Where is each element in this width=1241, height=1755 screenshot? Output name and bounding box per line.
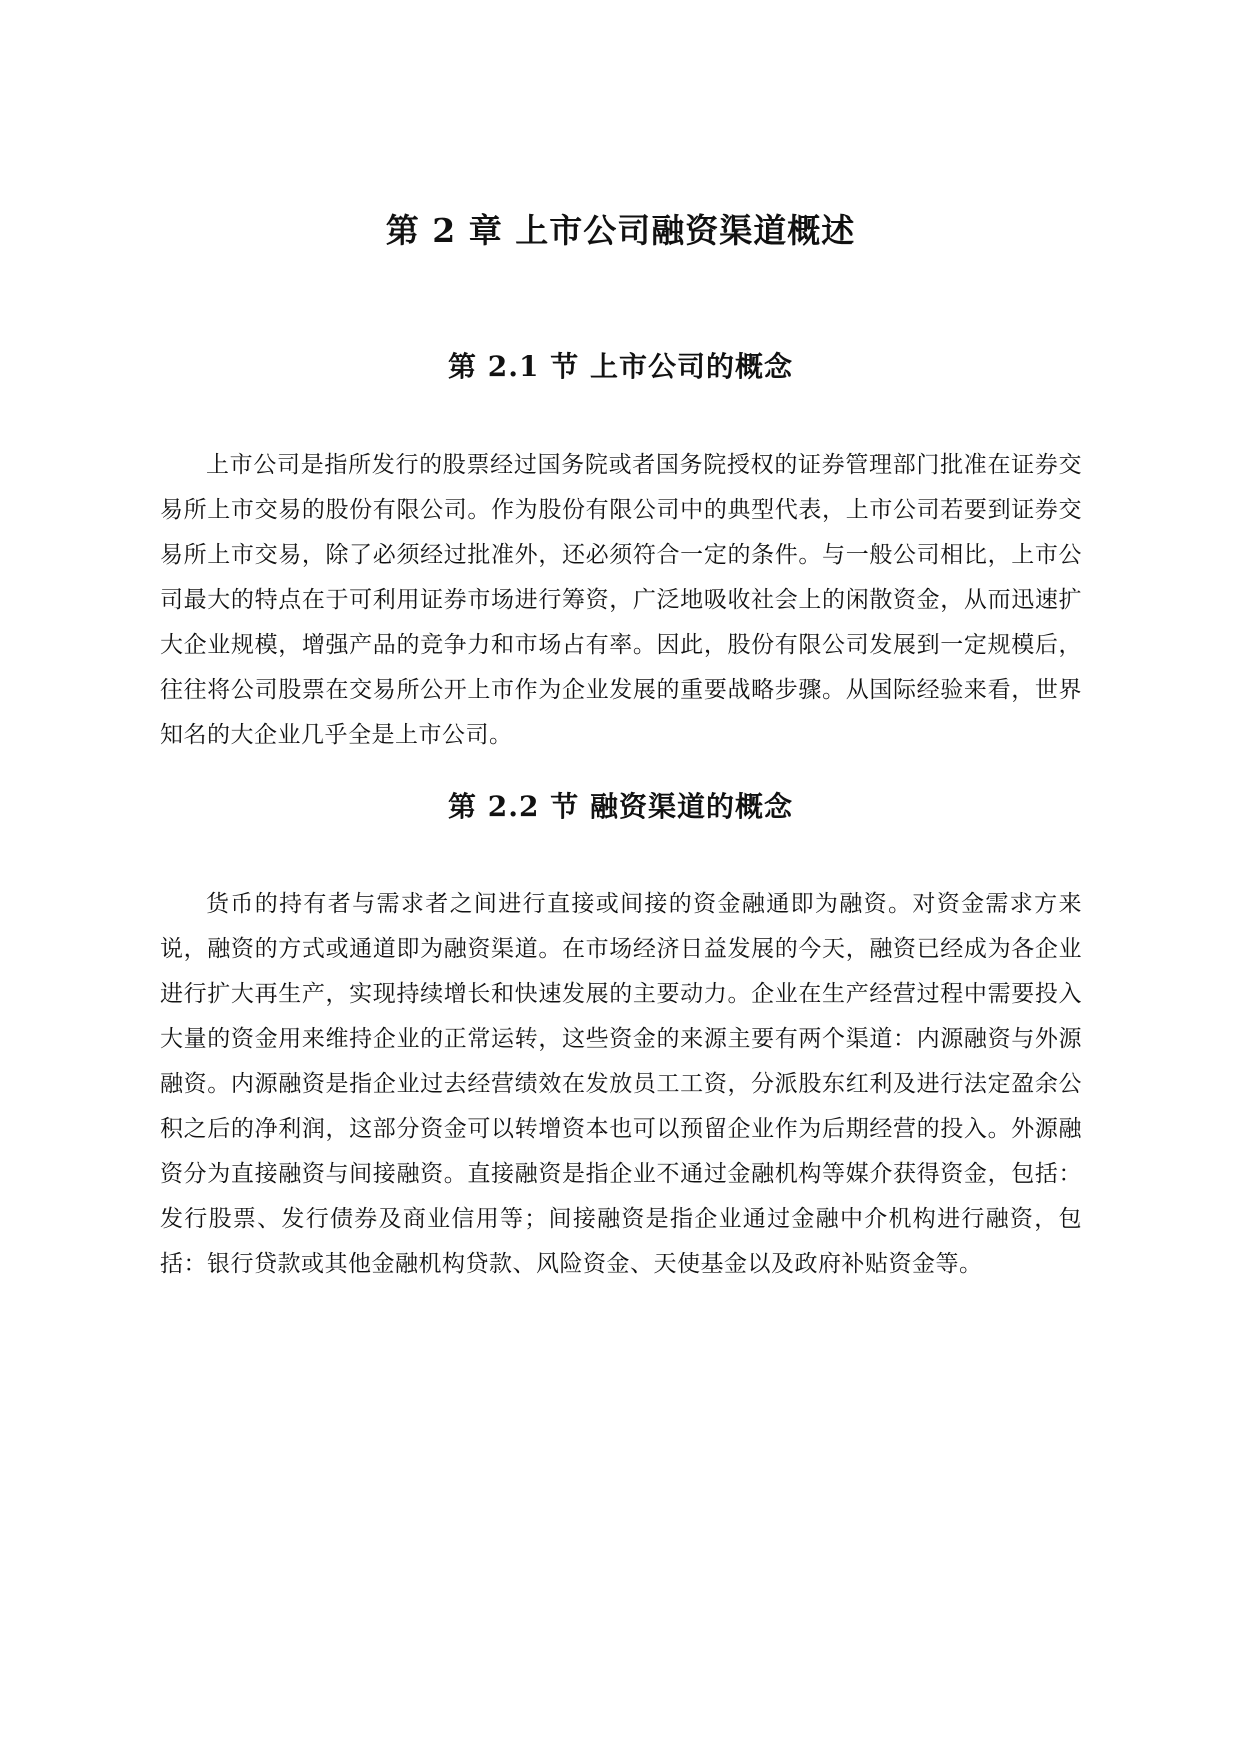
section-title-2-2: 第 2.2 节 融资渠道的概念 [448, 790, 793, 823]
chapter-title: 第 2 章 上市公司融资渠道概述 [385, 211, 856, 250]
section-paragraph-2-1: 上市公司是指所发行的股票经过国务院或者国务院授权的证券管理部门批准在证券交易所上市交易的股份有限公司。作为股份有限公司中的典型代表，上市公司若要到证券交易所上市交易，除了必须经过批准外，还必须符合一定的条件。与一般公司相比，上市公司最大的特点在于可利用证券市场进行筹资，广泛地吸收社会上的闲散资金，从而迅速扩大企业规模，增强产品的竞争力和市场占有率。因此，股份有限公司发展到一定规模后，往往将公司股票在交易所公开上市作为企业发展的重要战略步骤。从国际经验来看，世界知名的大企业几乎全是上市公司。 [160, 452, 1082, 748]
section-paragraph-2-2: 货币的持有者与需求者之间进行直接或间接的资金融通即为融资。对资金需求方来说，融资的方式或通道即为融资渠道。在市场经济日益发展的今天，融资已经成为各企业进行扩大再生产，实现持续增长和快速发展的主要动力。企业在生产经营过程中需要投入大量的资金用来维持企业的正常运转，这些资金的来源主要有两个渠道：内源融资与外源融资。内源融资是指企业过去经营绩效在发放员工工资，分派股东红利及进行法定盈余公积之后的净利润，这部分资金可以转增资本也可以预留企业作为后期经营的投入。外源融资分为直接融资与间接融资。直接融资是指企业不通过金融机构等媒介获得资金，包括：发行股票、发行债券及商业信用等；间接融资是指企业通过金融中介机构进行融资，包括：银行贷款或其他金融机构贷款、风险资金、天使基金以及政府补贴资金等。 [160, 891, 1082, 1277]
section-title-2-1: 第 2.1 节 上市公司的概念 [448, 350, 793, 383]
